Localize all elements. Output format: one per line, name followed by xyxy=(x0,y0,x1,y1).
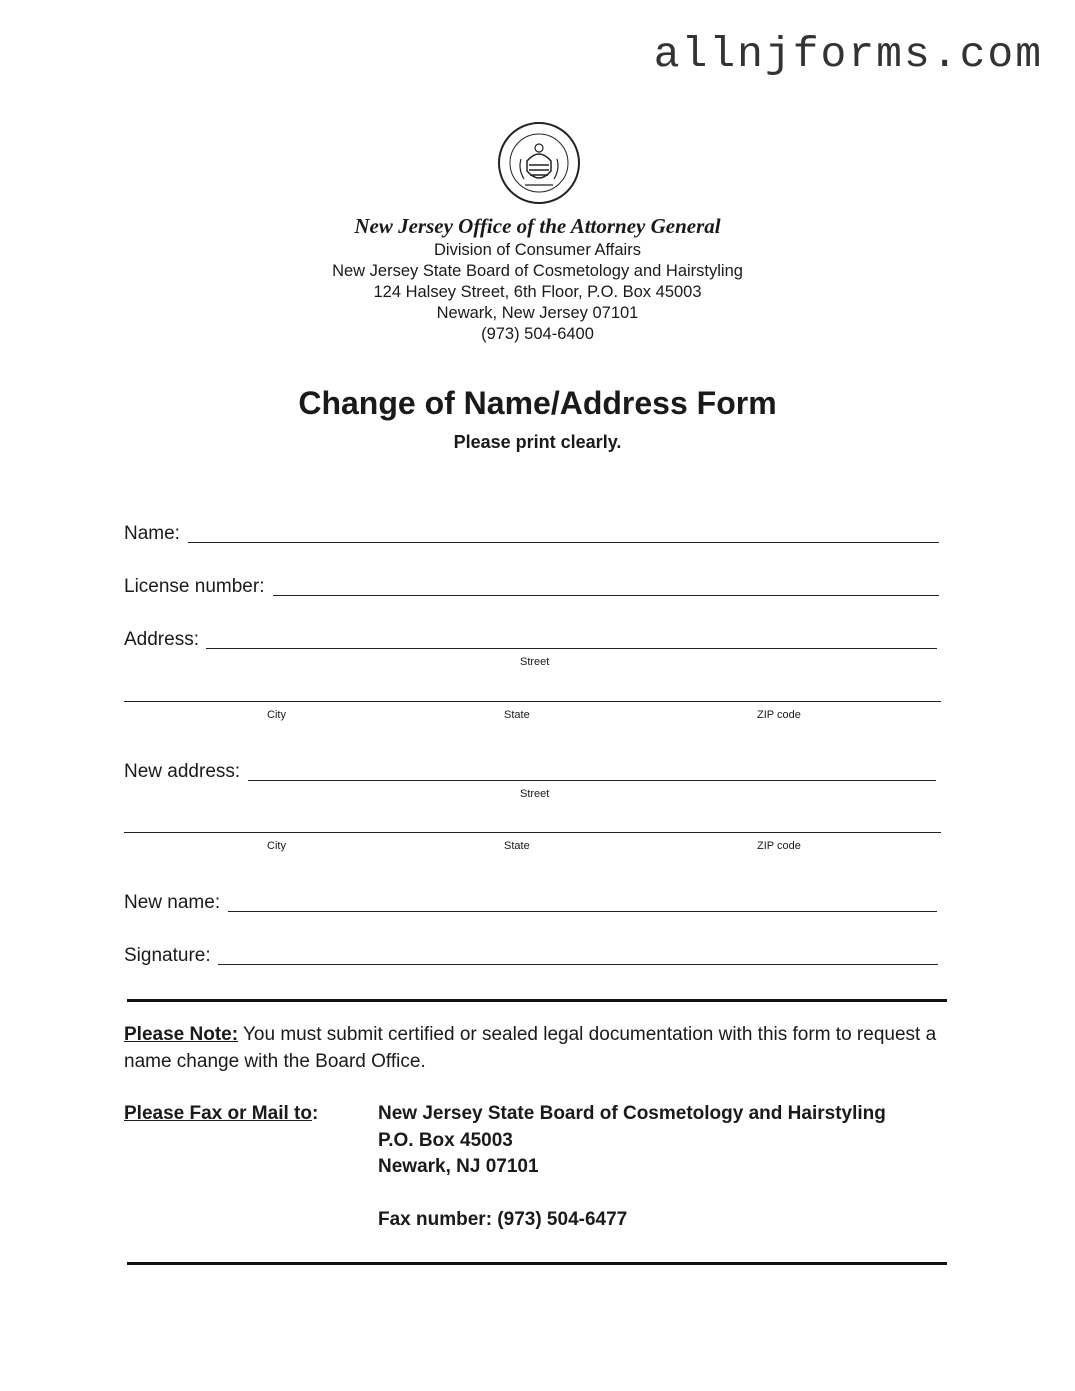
address-label: Address: xyxy=(124,629,199,650)
license-field[interactable] xyxy=(273,595,939,596)
divider xyxy=(127,999,947,1002)
name-label: Name: xyxy=(124,523,180,544)
zip-hint: ZIP code xyxy=(757,709,801,721)
please-note-label: Please Note: xyxy=(124,1024,239,1045)
state-seal-icon xyxy=(497,121,581,205)
signature-field[interactable] xyxy=(218,964,938,965)
fax-mail-label xyxy=(124,1103,318,1125)
fax-mail-colon: : xyxy=(311,1103,319,1124)
street-hint: Street xyxy=(520,788,550,800)
phone-number: (973) 504-6400 xyxy=(481,325,594,343)
new-address-street-field[interactable] xyxy=(248,780,936,781)
watermark: allnjforms.com xyxy=(653,30,1043,79)
form-title: Change of Name/Address Form xyxy=(298,385,777,421)
city-address: Newark, New Jersey 07101 xyxy=(436,304,639,322)
city-hint: City xyxy=(267,840,286,852)
please-note xyxy=(124,1021,954,1075)
mail-po-box: P.O. Box 45003 xyxy=(378,1130,513,1151)
city-hint: City xyxy=(267,709,286,721)
division-name: Division of Consumer Affairs xyxy=(434,241,641,259)
board-name: New Jersey State Board of Cosmetology and Hairstyling xyxy=(332,262,743,280)
signature-label: Signature: xyxy=(124,945,211,966)
please-note-text: You must submit certified or sealed legal documentation with this form to request a name change with the Board Office. xyxy=(124,1024,937,1072)
new-name-label: New name: xyxy=(124,892,221,913)
state-hint: State xyxy=(504,840,530,852)
mail-recipient: New Jersey State Board of Cosmetology and Hairstyling xyxy=(378,1103,886,1124)
new-name-field[interactable] xyxy=(228,911,937,912)
mail-city: Newark, NJ 07101 xyxy=(378,1156,539,1177)
street-hint: Street xyxy=(520,656,550,668)
new-address-city-state-zip-field[interactable] xyxy=(124,832,941,833)
fax-mail-label-text: Please Fax or Mail to xyxy=(124,1103,312,1124)
form-subtitle: Please print clearly. xyxy=(453,432,622,452)
office-name: New Jersey Office of the Attorney General xyxy=(354,214,721,238)
state-hint: State xyxy=(504,709,530,721)
name-field[interactable] xyxy=(188,542,939,543)
divider xyxy=(127,1262,947,1265)
new-address-label: New address: xyxy=(124,761,241,782)
zip-hint: ZIP code xyxy=(757,840,801,852)
license-label: License number: xyxy=(124,576,265,597)
street-address: 124 Halsey Street, 6th Floor, P.O. Box 45003 xyxy=(373,283,702,301)
fax-number: Fax number: (973) 504-6477 xyxy=(378,1209,628,1230)
address-street-field[interactable] xyxy=(206,648,937,649)
address-city-state-zip-field[interactable] xyxy=(124,701,941,702)
